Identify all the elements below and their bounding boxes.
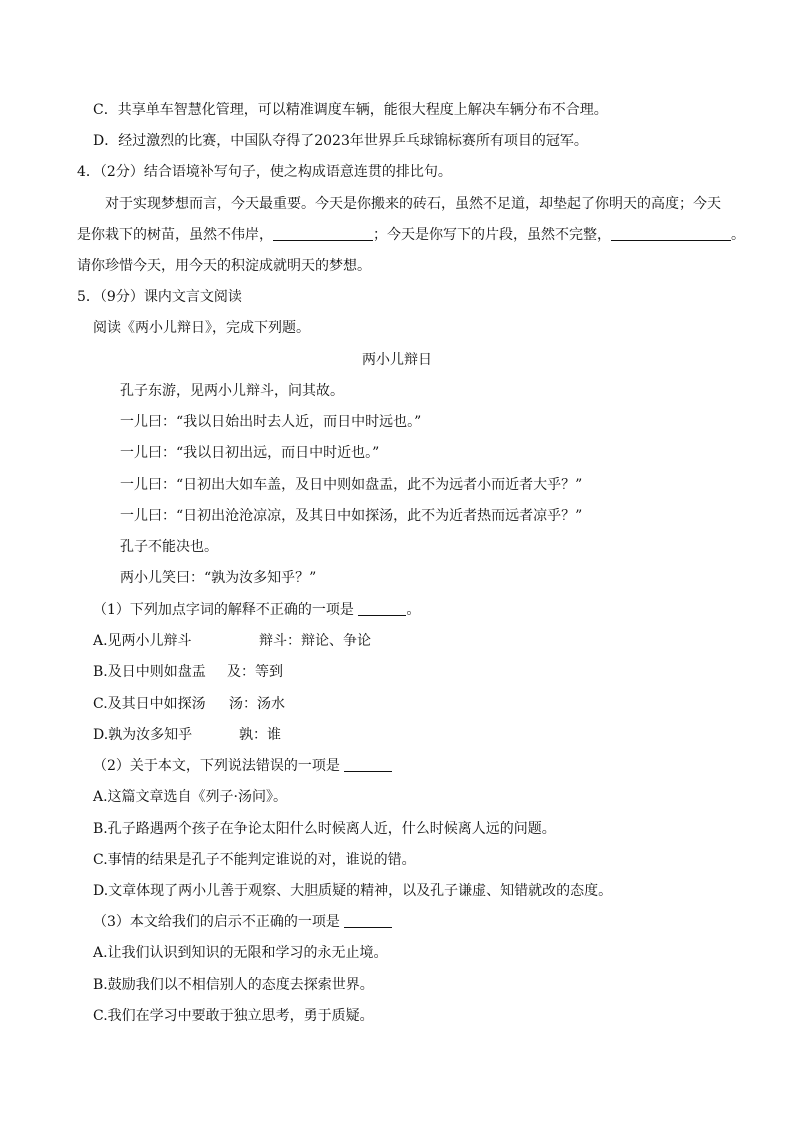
option-gloss: 汤：汤水 <box>229 696 285 712</box>
option-text: B.及日中则如盘盂 <box>93 664 206 680</box>
sub2-option: A.这篇文章选自《列子·汤问》。 <box>93 789 288 805</box>
sub1-option-d <box>93 725 281 745</box>
q4-line2-part1: 是你栽下的树苗，虽然不伟岸， <box>77 227 273 243</box>
option-gloss: 及：等到 <box>227 664 283 680</box>
q4-line2-part3: 。 <box>731 227 745 243</box>
sub-question-3 <box>93 912 392 932</box>
passage-line: 一儿曰：“我以日始出时去人近，而日中时远也。” <box>120 414 422 430</box>
answer-blank-5[interactable] <box>344 913 392 928</box>
q4-text-line2 <box>77 225 745 245</box>
passage-title: 两小儿辩日 <box>362 352 432 368</box>
sub3-option: A.让我们认识到知识的无限和学习的永无止境。 <box>93 945 388 961</box>
option-text: C.及其日中如探汤 <box>93 696 206 712</box>
sub2-option: C.事情的结果是孔子不能判定谁说的对，谁说的错。 <box>93 852 416 868</box>
option-gloss: 辩斗：辩论、争论 <box>259 633 371 649</box>
q3-option-d: D．经过激烈的比赛，中国队夺得了2023年世界乒乓球锦标赛所有项目的冠军。 <box>93 133 588 149</box>
sub3-option: B.鼓励我们以不相信别人的态度去探索世界。 <box>93 977 374 993</box>
sub-question-2 <box>93 756 392 776</box>
option-text: D.孰为汝多知乎 <box>93 727 193 743</box>
sub-question-1-text: （1）下列加点字词的解释不正确的一项是 <box>93 602 354 618</box>
sub3-option: C.我们在学习中要敢于独立思考，勇于质疑。 <box>93 1008 374 1024</box>
sub-question-1 <box>93 600 420 620</box>
q5-intro: 阅读《两小儿辩日》，完成下列题。 <box>93 320 310 336</box>
sub-question-2-text: （2）关于本文，下列说法错误的一项是 <box>93 758 340 774</box>
passage-line: 一儿曰：“日初出沧沧凉凉，及其日中如探汤，此不为近者热而远者凉乎？” <box>120 508 583 524</box>
option-gloss: 孰：谁 <box>239 727 281 743</box>
passage-line: 一儿曰：“日初出大如车盖，及日中则如盘盂，此不为远者小而近者大乎？” <box>120 477 583 493</box>
q3-option-c: C．共享单车智慧化管理，可以精准调度车辆，能很大程度上解决车辆分布不合理。 <box>93 102 608 118</box>
sub-question-1-end: 。 <box>406 602 421 618</box>
q4-header: 4．（2分）结合语境补写句子，使之构成语意连贯的排比句。 <box>77 164 452 180</box>
q4-line2-part2: ；今天是你写下的片段，虽然不完整， <box>373 227 611 243</box>
passage-line: 一儿曰：“我以日初出远，而日中时近也。” <box>120 445 380 461</box>
passage-line: 两小儿笑曰：“孰为汝多知乎？” <box>120 570 317 586</box>
q5-header: 5．（9分）课内文言文阅读 <box>77 289 242 305</box>
sub2-option: B.孔子路遇两个孩子在争论太阳什么时候离人近，什么时候离人远的问题。 <box>93 821 556 837</box>
passage-line: 孔子不能决也。 <box>120 539 218 555</box>
passage-line: 孔子东游，见两小儿辩斗，问其故。 <box>120 383 344 399</box>
sub1-option-a <box>93 631 371 651</box>
sub1-option-c <box>93 694 285 714</box>
answer-blank-2[interactable] <box>611 226 731 241</box>
answer-blank-1[interactable] <box>273 226 373 241</box>
option-text: A.见两小儿辩斗 <box>93 633 192 649</box>
sub2-option: D.文章体现了两小儿善于观察、大胆质疑的精神，以及孔子谦虚、知错就改的态度。 <box>93 883 613 899</box>
sub-question-3-text: （3）本文给我们的启示不正确的一项是 <box>93 914 340 930</box>
answer-blank-3[interactable] <box>358 601 406 616</box>
q4-text-line1: 对于实现梦想而言，今天最重要。今天是你搬来的砖石，虽然不足道，却垫起了你明天的高度；今天 <box>105 196 721 212</box>
q4-text-line3: 请你珍惜今天，用今天的积淀成就明天的梦想。 <box>77 258 371 274</box>
sub1-option-b <box>93 662 283 682</box>
answer-blank-4[interactable] <box>344 757 392 772</box>
